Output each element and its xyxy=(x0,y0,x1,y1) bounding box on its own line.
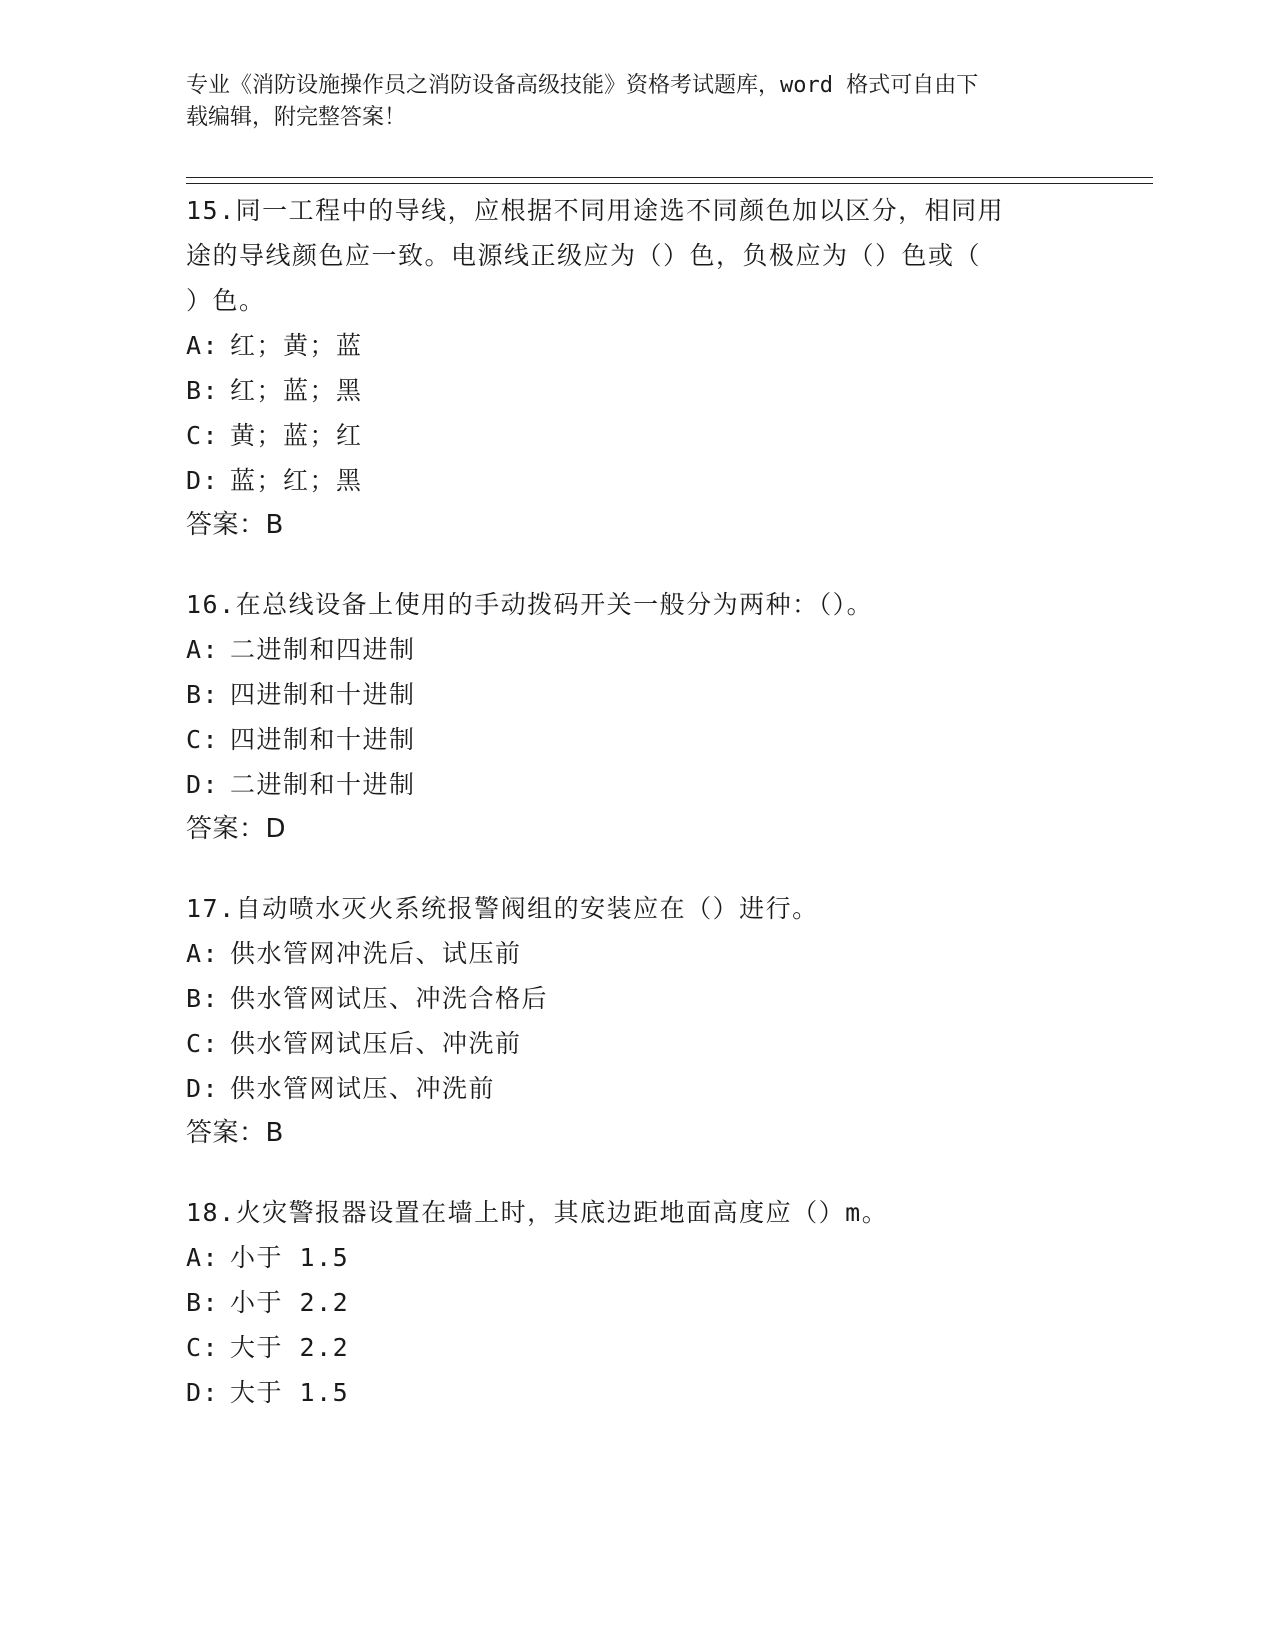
question-18 xyxy=(186,1190,1086,1415)
option-letter: D: xyxy=(186,1378,220,1407)
option-letter: B: xyxy=(186,984,220,1013)
option-letter: B: xyxy=(186,1288,220,1317)
header-divider-top xyxy=(186,177,1153,178)
option-letter: A: xyxy=(186,939,220,968)
question-15 xyxy=(186,188,1086,548)
option-c xyxy=(186,413,1086,458)
option-letter: A: xyxy=(186,331,220,360)
option-letter: D: xyxy=(186,466,220,495)
option-text: 蓝；红；黑 xyxy=(230,466,363,495)
option-d xyxy=(186,458,1086,503)
option-a xyxy=(186,627,1086,672)
option-letter: D: xyxy=(186,1074,220,1103)
option-letter: C: xyxy=(186,725,220,754)
option-text: 四进制和十进制 xyxy=(230,725,416,754)
option-c xyxy=(186,717,1086,762)
option-a xyxy=(186,1235,1086,1280)
option-letter: B: xyxy=(186,680,220,709)
option-letter: B: xyxy=(186,376,220,405)
option-letter: C: xyxy=(186,1333,220,1362)
option-a xyxy=(186,931,1086,976)
option-text: 供水管网试压、冲洗合格后 xyxy=(230,984,549,1013)
option-text: 供水管网试压、冲洗前 xyxy=(230,1074,496,1103)
option-c xyxy=(186,1325,1086,1370)
option-text: 黄；蓝；红 xyxy=(230,421,363,450)
option-text: 小于 1.5 xyxy=(230,1243,350,1272)
option-text: 红；蓝；黑 xyxy=(230,376,363,405)
header-line: 专业《消防设施操作员之消防设备高级技能》资格考试题库，word 格式可自由下 xyxy=(186,73,979,98)
option-b xyxy=(186,368,1086,413)
document-header xyxy=(186,70,1066,134)
question-stem-line: 15.同一工程中的导线，应根据不同用途选不同颜色加以区分，相同用 xyxy=(186,196,1005,225)
option-d xyxy=(186,762,1086,807)
answer-line: 答案：B xyxy=(186,1118,284,1148)
option-letter: A: xyxy=(186,635,220,664)
option-letter: C: xyxy=(186,1029,220,1058)
option-text: 四进制和十进制 xyxy=(230,680,416,709)
question-17 xyxy=(186,886,1086,1156)
question-stem-line: 17.自动喷水灭火系统报警阀组的安装应在（）进行。 xyxy=(186,894,819,923)
question-stem-line: 18.火灾警报器设置在墙上时，其底边距地面高度应（）m。 xyxy=(186,1198,889,1227)
option-letter: C: xyxy=(186,421,220,450)
header-line: 载编辑，附完整答案！ xyxy=(186,105,407,130)
option-d xyxy=(186,1066,1086,1111)
answer-line: 答案：B xyxy=(186,510,284,540)
option-c xyxy=(186,1021,1086,1066)
option-letter: D: xyxy=(186,770,220,799)
option-text: 供水管网试压后、冲洗前 xyxy=(230,1029,522,1058)
answer-line: 答案：D xyxy=(186,814,287,844)
option-text: 小于 2.2 xyxy=(230,1288,350,1317)
option-b xyxy=(186,672,1086,717)
option-a xyxy=(186,323,1086,368)
option-text: 大于 2.2 xyxy=(230,1333,350,1362)
option-letter: A: xyxy=(186,1243,220,1272)
header-divider-bottom xyxy=(186,183,1153,184)
option-b xyxy=(186,976,1086,1021)
option-text: 供水管网冲洗后、试压前 xyxy=(230,939,522,968)
question-stem-line: 16.在总线设备上使用的手动拨码开关一般分为两种：（）。 xyxy=(186,590,874,619)
option-text: 大于 1.5 xyxy=(230,1378,350,1407)
option-d xyxy=(186,1370,1086,1415)
question-list xyxy=(186,188,1086,1449)
option-b xyxy=(186,1280,1086,1325)
question-stem-line: ）色。 xyxy=(186,286,266,315)
option-text: 二进制和四进制 xyxy=(230,635,416,664)
option-text: 红；黄；蓝 xyxy=(230,331,363,360)
option-text: 二进制和十进制 xyxy=(230,770,416,799)
question-16 xyxy=(186,582,1086,852)
question-stem-line: 途的导线颜色应一致。电源线正级应为（）色，负极应为（）色或（ xyxy=(186,241,982,270)
